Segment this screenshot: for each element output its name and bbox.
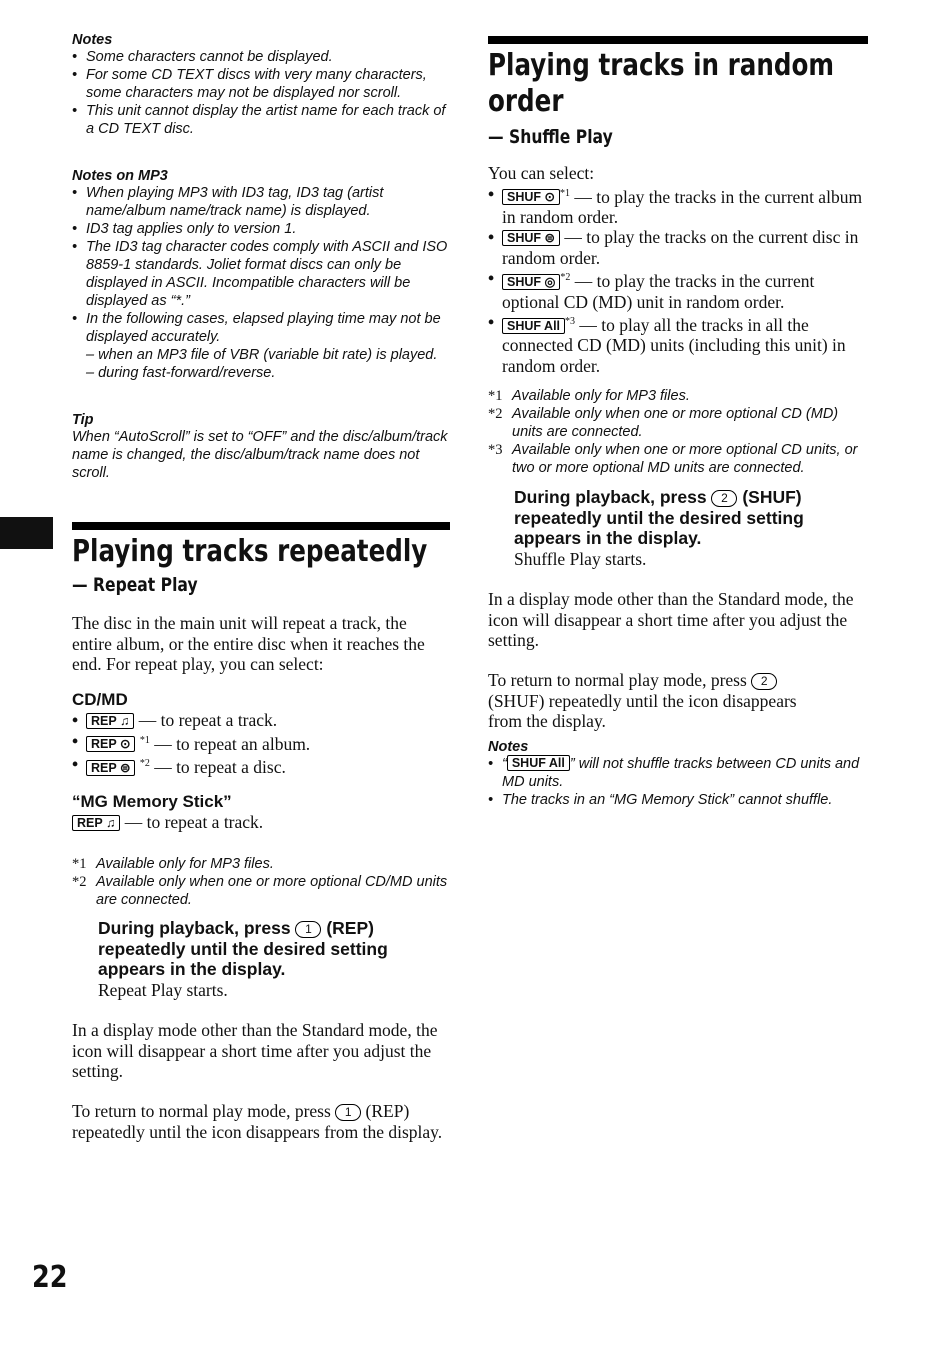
list-item: • When playing MP3 with ID3 tag, ID3 tag (artist name/album name/track name) is displayed.	[72, 184, 452, 220]
page-number: 22	[32, 1260, 68, 1295]
footnote-mark: *3	[488, 442, 503, 458]
shuffle-intro: You can select:	[488, 163, 595, 183]
section-tab-marker	[0, 517, 53, 549]
repeat-step-instruction	[98, 918, 450, 980]
shuffle-options	[488, 163, 868, 376]
list-item	[72, 731, 450, 754]
shuf-disc-key: SHUF ⊜	[502, 230, 560, 246]
list-item: • Some characters cannot be displayed.	[72, 48, 452, 66]
rep-track-key: REP ♫	[86, 713, 134, 729]
footnote-text: Available only when one or more optional CD units, or two or more optional MD units are connected.	[512, 442, 858, 476]
step-text: (SHUF) repeatedly until the desired setting appears in the display.	[514, 487, 804, 548]
list-item: • The tracks in an “MG Memory Stick” cannot shuffle.	[488, 791, 868, 809]
tip-text: When “AutoScroll” is set to “OFF” and the disc/album/track name is changed, the disc/album/track name does not scroll.	[72, 429, 448, 481]
footnote-text: Available only for MP3 files.	[512, 388, 690, 404]
repeat-title: Playing tracks repeatedly	[72, 534, 428, 569]
shuf-all-key: SHUF All	[507, 755, 570, 771]
list-item: • The ID3 tag character codes comply with ASCII and ISO 8859-1 standards. Joliet format discs can only be displayed in ASCII. Incompatible characters will be displayed as “*.”	[72, 238, 452, 310]
rep-album-key: REP ⊙	[86, 736, 135, 752]
shuffle-para-display-mode: In a display mode other than the Standard mode, the icon will disappear a short time after you adjust the setting.	[488, 589, 854, 650]
para-text: To return to normal play mode, press	[72, 1101, 331, 1121]
shuffle-notes-list	[488, 755, 868, 809]
footnote-text: Available only for MP3 files.	[96, 856, 274, 872]
step-text: (REP) repeatedly until the desired setting appears in the display.	[98, 918, 388, 979]
memory-stick-heading: “MG Memory Stick”	[72, 792, 232, 811]
item-text: — to play the tracks on the current disc in random order.	[502, 227, 859, 268]
footnote	[72, 855, 450, 873]
item-text: — to play the tracks in the current album in random order.	[502, 186, 863, 227]
shuf-changer-key: SHUF ◎	[502, 274, 560, 290]
list-item: • ID3 tag applies only to version 1.	[72, 220, 452, 238]
list-item	[488, 312, 868, 376]
item-text: — to play the tracks in the current optional CD (MD) unit in random order.	[502, 271, 815, 312]
list-item: • For some CD TEXT discs with very many characters, some characters may not be displayed nor scroll.	[72, 66, 452, 102]
footnote-ref: *2	[139, 757, 150, 769]
footnote	[488, 441, 868, 477]
shuffle-footnotes	[488, 387, 868, 477]
shuffle-step	[514, 487, 868, 569]
list-item: – during fast-forward/reverse.	[86, 365, 276, 381]
item-text: — to repeat a track.	[138, 710, 278, 730]
button-1-icon: 1	[335, 1104, 361, 1121]
tip-title: Tip	[72, 412, 94, 428]
shuf-all-key: SHUF All	[502, 318, 565, 334]
footnote-ref: *1	[559, 187, 570, 199]
cdmd-list	[72, 710, 450, 777]
button-2-icon: 2	[711, 490, 737, 507]
footnote-ref: *2	[560, 272, 571, 284]
button-2-icon: 2	[751, 673, 777, 690]
footnote-text: Available only when one or more optional CD/MD units are connected.	[96, 874, 448, 908]
cdmd-block	[72, 690, 450, 777]
shuf-album-key: SHUF ⊙	[502, 189, 560, 205]
shuffle-list	[488, 184, 868, 377]
list-item	[488, 184, 868, 228]
item-text: — to repeat a track.	[124, 812, 264, 832]
para-text: (SHUF) repeatedly until the icon disappears from the display.	[488, 690, 797, 731]
shuffle-subtitle: — Shuffle Play	[488, 126, 613, 148]
shuffle-para-return	[488, 670, 818, 732]
repeat-subtitle: — Repeat Play	[72, 574, 198, 596]
notes-list	[72, 48, 452, 138]
list-item: • This unit cannot display the artist name for each track of a CD TEXT disc.	[72, 102, 452, 138]
notes-block	[72, 32, 452, 138]
list-item	[72, 710, 450, 731]
footnote-mark: *2	[488, 406, 503, 422]
shuffle-title-line1: Playing tracks in random	[488, 48, 835, 83]
para-text: To return to normal play mode, press	[488, 670, 747, 690]
repeat-step	[98, 918, 450, 1000]
para-text: (REP) repeatedly until the icon disappears from the display.	[72, 1101, 443, 1142]
rep-disc-key: REP ⊜	[86, 760, 135, 776]
footnote-mark: *1	[488, 388, 503, 404]
shuffle-notes-title: Notes	[488, 739, 529, 755]
footnote-ref: *3	[565, 316, 576, 328]
repeat-para-display-mode: In a display mode other than the Standard mode, the icon will disappear a short time after you adjust the setting.	[72, 1020, 438, 1081]
item-text: — to repeat an album.	[154, 733, 311, 754]
note-text: “	[502, 756, 507, 772]
list-item: • In the following cases, elapsed playing time may not be displayed accurately.	[72, 310, 452, 346]
shuffle-section-header	[488, 48, 888, 148]
footnote	[72, 873, 450, 909]
note-text: ” will not shuffle tracks between CD units and MD units.	[502, 756, 860, 790]
list-item	[488, 227, 868, 268]
rep-track-key: REP ♫	[72, 815, 120, 831]
step-text: During playback, press	[98, 918, 291, 938]
footnote-mark: *1	[72, 856, 87, 872]
repeat-section-header	[72, 534, 472, 596]
notes-mp3-block	[72, 168, 452, 382]
shuffle-step-result: Shuffle Play starts.	[514, 548, 647, 569]
memory-stick-block	[72, 792, 450, 833]
notes-mp3-title: Notes on MP3	[72, 168, 168, 184]
list-item	[72, 754, 450, 777]
shuffle-title-line2: order	[488, 84, 564, 119]
section-rule	[72, 522, 450, 530]
list-item: – when an MP3 file of VBR (variable bit rate) is played.	[86, 347, 438, 363]
repeat-intro: The disc in the main unit will repeat a track, the entire album, or the entire disc when it reaches the end. For repeat play, you can select:	[72, 613, 425, 674]
footnote-text: Available only when one or more optional CD (MD) units are connected.	[512, 406, 839, 440]
notes-mp3-list	[72, 184, 452, 346]
tip-block	[72, 412, 452, 482]
list-item	[488, 755, 868, 791]
shuffle-notes	[488, 739, 868, 809]
shuffle-step-instruction	[514, 487, 868, 549]
cdmd-heading: CD/MD	[72, 690, 128, 709]
button-1-icon: 1	[295, 921, 321, 938]
item-text: — to play all the tracks in all the connected CD (MD) units (including this unit) in random order.	[502, 314, 846, 376]
memory-stick-item	[72, 812, 450, 833]
step-text: During playback, press	[514, 487, 707, 507]
notes-mp3-sublist	[72, 346, 452, 382]
section-rule	[488, 36, 868, 44]
repeat-para-return	[72, 1101, 450, 1142]
footnote-ref: *1	[139, 734, 150, 746]
item-text: — to repeat a disc.	[154, 756, 286, 777]
repeat-step-result: Repeat Play starts.	[98, 979, 228, 1000]
footnote	[488, 405, 868, 441]
list-item	[488, 268, 868, 312]
repeat-footnotes	[72, 855, 450, 909]
notes-title: Notes	[72, 32, 113, 48]
footnote	[488, 387, 868, 405]
footnote-mark: *2	[72, 874, 87, 890]
